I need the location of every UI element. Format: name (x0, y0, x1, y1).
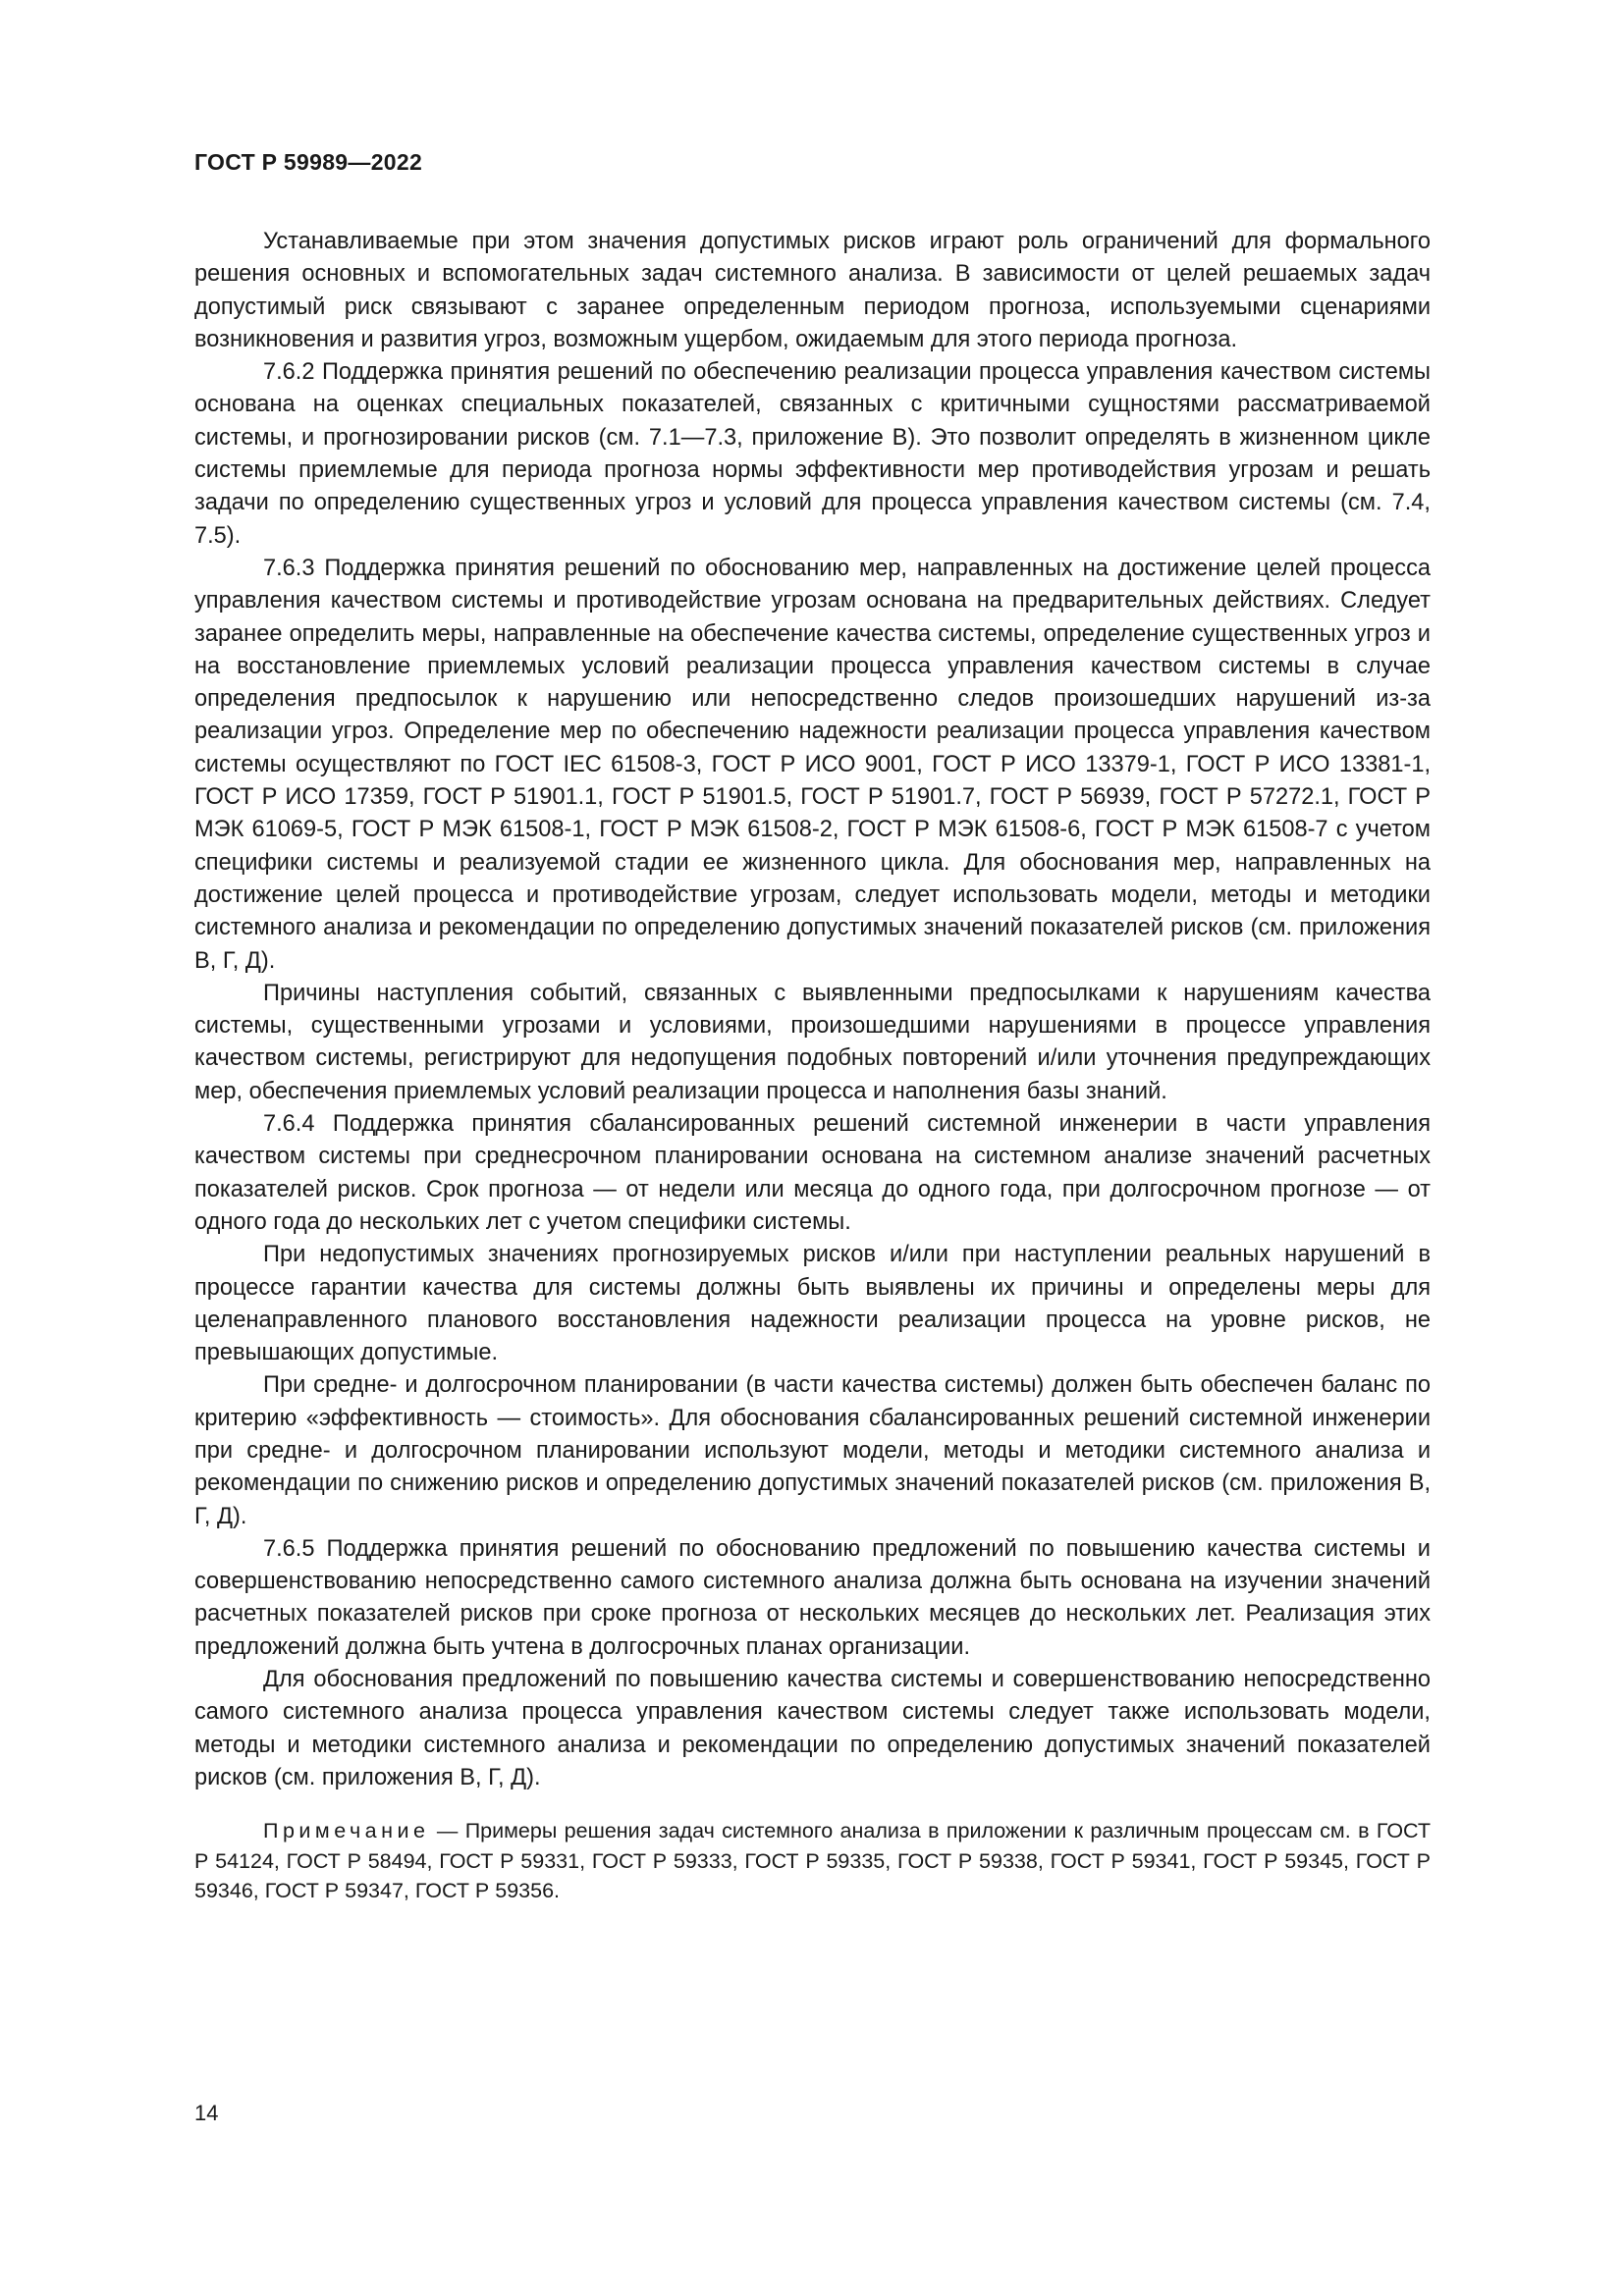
body-text (194, 226, 1431, 1906)
note (194, 1816, 1431, 1906)
paragraph: Устанавливаемые при этом значения допустимых рисков играют роль ограничений для формального решения основных и вспомогательных задач системного анализа. В зависимости от целей решаемых задач допустимый риск связывают с заранее определенным периодом прогноза, используемыми сценариями возникновения и развития угроз, возможным ущербом, ожидаемым для этого периода прогноза. (194, 229, 1431, 352)
page-number: 14 (194, 2101, 219, 2125)
paragraph: При средне- и долгосрочном планировании (в части качества системы) должен быть обеспечен баланс по критерию «эффективность — стоимость». Для обоснования сбалансированных решений системной инженерии при средне- и долгосрочном планировании используют модели, методы и методики системного анализа и рекомендации по снижению рисков и определению допустимых значений показателей рисков (см. приложения В, Г, Д). (194, 1372, 1431, 1529)
paragraph: Для обоснования предложений по повышению качества системы и совершенствованию непосредственно самого системного анализа процесса управления качеством системы следует также использовать модели, методы и методики системного анализа и рекомендации по определению допустимых значений показателей рисков (см. приложения В, Г, Д). (194, 1667, 1431, 1790)
note-text: — Примеры решения задач системного анализа в приложении к различным процессам см. в ГОСТ Р 54124, ГОСТ Р 58494, ГОСТ Р 59331, ГОСТ Р 59333, ГОСТ Р 59335, ГОСТ Р 59338, ГОСТ Р 59341, ГОСТ Р 59345, ГОСТ Р 59346, ГОСТ Р 59347, ГОСТ Р 59356. (194, 1819, 1431, 1903)
paragraph-7-6-2: 7.6.2 Поддержка принятия решений по обеспечению реализации процесса управления качеством системы основана на оценках специальных показателей, связанных с критичными сущностями рассматриваемой системы, и прогнозировании рисков (см. 7.1—7.3, приложение В). Это позволит определять в жизненном цикле системы приемлемые для периода прогноза нормы эффективности мер противодействия угрозам и решать задачи по определению существенных угроз и условий для процесса управления качеством системы (см. 7.4, 7.5). (194, 359, 1431, 549)
paragraph: При недопустимых значениях прогнозируемых рисков и/или при наступлении реальных нарушений в процессе гарантии качества для системы должны быть выявлены их причины и определены меры для целенаправленного планового восстановления надежности реализации процесса на уровне рисков, не превышающих допустимые. (194, 1242, 1431, 1366)
document-header: ГОСТ Р 59989—2022 (194, 149, 423, 175)
paragraph-7-6-3: 7.6.3 Поддержка принятия решений по обоснованию мер, направленных на достижение целей процесса управления качеством системы и противодействие угрозам основана на предварительных действиях. Следует заранее определить меры, направленные на обеспечение качества системы, определение существенных угроз и на восстановление приемлемых условий реализации процесса управления качеством системы в случае определения предпосылок к нарушению или непосредственно следов произошедших нарушений из-за реализации угроз. Определение мер по обеспечению надежности реализации процесса управления качеством системы осуществляют по ГОСТ IEC 61508-3, ГОСТ Р ИСО 9001, ГОСТ Р ИСО 13379-1, ГОСТ Р ИСО 13381-1, ГОСТ Р ИСО 17359, ГОСТ Р 51901.1, ГОСТ Р 51901.5, ГОСТ Р 51901.7, ГОСТ Р 56939, ГОСТ Р 57272.1, ГОСТ Р МЭК 61069-5, ГОСТ Р МЭК 61508-1, ГОСТ Р МЭК 61508-2, ГОСТ Р МЭК 61508-6, ГОСТ Р МЭК 61508-7 с учетом специфики системы и реализуемой стадии ее жизненного цикла. Для обоснования мер, направленных на достижение целей процесса и противодействие угрозам, следует использовать модели, методы и методики системного анализа и рекомендации по определению допустимых значений показателей рисков (см. приложения В, Г, Д). (194, 555, 1431, 974)
note-label: Примечание (263, 1819, 430, 1843)
paragraph-7-6-4: 7.6.4 Поддержка принятия сбалансированных решений системной инженерии в части управления качеством системы при среднесрочном планировании основана на системном анализе значений расчетных показателей рисков. Срок прогноза — от недели или месяца до одного года, при долгосрочном прогнозе — от одного года до нескольких лет с учетом специфики системы. (194, 1111, 1431, 1235)
paragraph: Причины наступления событий, связанных с выявленными предпосылками к нарушениям качества системы, существенными угрозами и условиями, произошедшими нарушениями в процессе управления качеством системы, регистрируют для недопущения подобных повторений и/или уточнения предупреждающих мер, обеспечения приемлемых условий реализации процесса и наполнения базы знаний. (194, 980, 1431, 1104)
paragraph-7-6-5: 7.6.5 Поддержка принятия решений по обоснованию предложений по повышению качества системы и совершенствованию непосредственно самого системного анализа должна быть основана на изучении значений расчетных показателей рисков при сроке прогноза от нескольких месяцев до нескольких лет. Реализация этих предложений должна быть учтена в долгосрочных планах организации. (194, 1535, 1431, 1660)
